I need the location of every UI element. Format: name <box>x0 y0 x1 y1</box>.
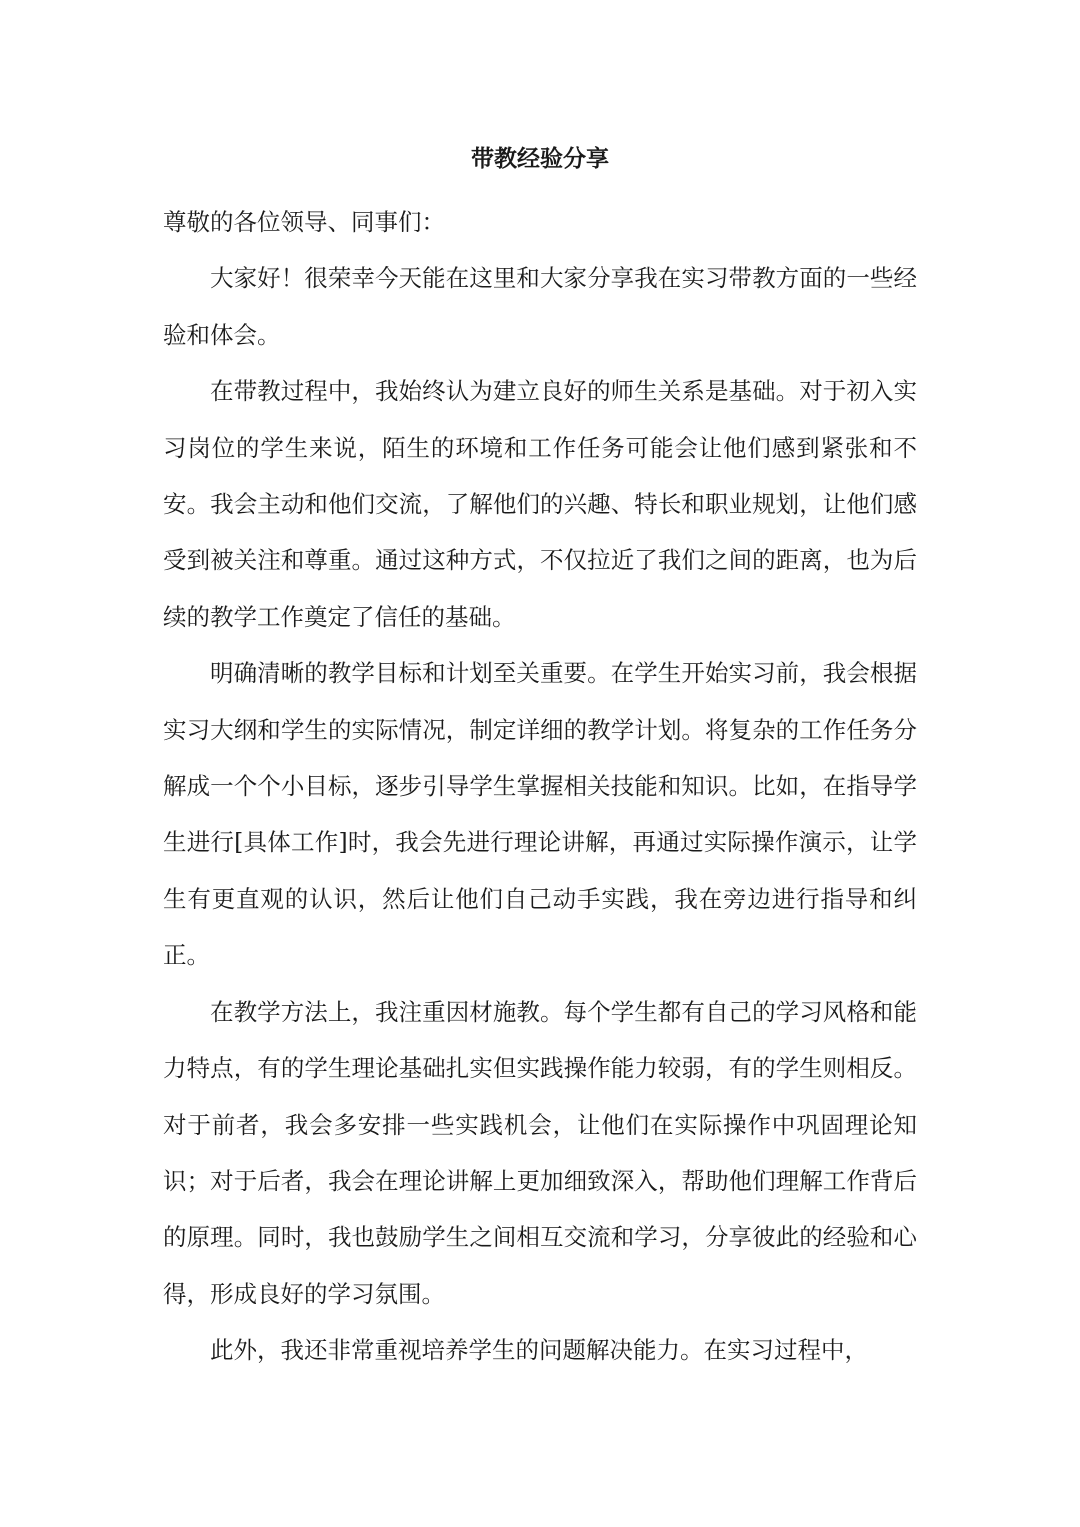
paragraph-teaching-plan: 明确清晰的教学目标和计划至关重要。在学生开始实习前，我会根据实习大纲和学生的实际情况，制定详细的教学计划。将复杂的工作任务分解成一个个小目标，逐步引导学生掌握相关技能和知识。比如，在指导学生进行[具体工作]时，我会先进行理论讲解，再通过实际操作演示，让学生有更直观的认识，然后让他们自己动手实践，我在旁边进行指导和纠正。 <box>163 659 917 970</box>
paragraph-problem-solving: 此外，我还非常重视培养学生的问题解决能力。在实习过程中， <box>210 1336 868 1365</box>
salutation: 尊敬的各位领导、同事们： <box>163 208 445 236</box>
paragraph-teaching-method: 在教学方法上，我注重因材施教。每个学生都有自己的学习风格和能力特点，有的学生理论基础扎实但实践操作能力较弱，有的学生则相反。对于前者，我会多安排一些实践机会，让他们在实际操作中巩固理论知识；对于后者，我会在理论讲解上更加细致深入，帮助他们理解工作背后的原理。同时，我也鼓励学生之间相互交流和学习，分享彼此的经验和心得，形成良好的学习氛围。 <box>163 997 917 1308</box>
document-title: 带教经验分享 <box>471 145 609 172</box>
document-body <box>163 194 917 1379</box>
paragraph-relationship: 在带教过程中，我始终认为建立良好的师生关系是基础。对于初入实习岗位的学生来说，陌生的环境和工作任务可能会让他们感到紧张和不安。我会主动和他们交流，了解他们的兴趣、特长和职业规划，让他们感受到被关注和尊重。通过这种方式，不仅拉近了我们之间的距离，也为后续的教学工作奠定了信任的基础。 <box>163 377 917 631</box>
paragraph-greeting: 大家好！很荣幸今天能在这里和大家分享我在实习带教方面的一些经验和体会。 <box>163 264 917 349</box>
